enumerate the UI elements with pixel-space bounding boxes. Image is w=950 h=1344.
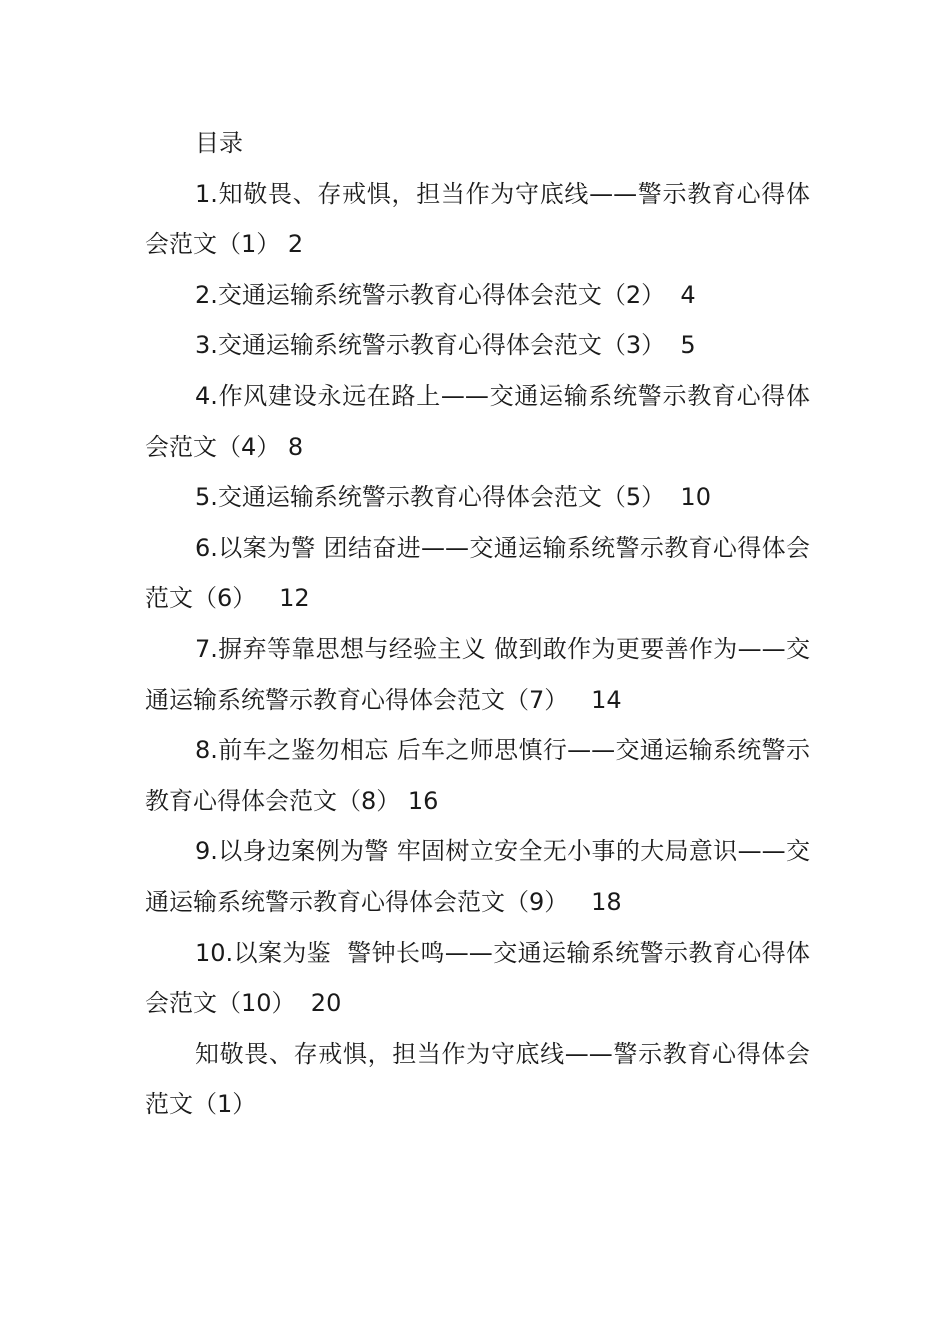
- toc-entry[interactable]: 4.作风建设永远在路上——交通运输系统警示教育心得体会范文（4） 8: [145, 381, 810, 461]
- toc-heading: 目录: [195, 129, 243, 157]
- section-title: 知敬畏、存戒惧，担当作为守底线——警示教育心得体会范文（1）: [145, 1039, 810, 1119]
- document-body: [145, 118, 810, 1130]
- toc-entry[interactable]: 3.交通运输系统警示教育心得体会范文（3） 5: [195, 331, 696, 360]
- toc-entry[interactable]: 1.知敬畏、存戒惧，担当作为守底线——警示教育心得体会范文（1） 2: [145, 179, 810, 259]
- toc-entry[interactable]: 5.交通运输系统警示教育心得体会范文（5） 10: [195, 483, 711, 512]
- toc-entry[interactable]: 7.摒弃等靠思想与经验主义 做到敢作为更要善作为——交通运输系统警示教育心得体会范文（7） 14: [145, 634, 810, 714]
- toc-entry[interactable]: 8.前车之鉴勿相忘 后车之师思慎行——交通运输系统警示教育心得体会范文（8） 16: [145, 736, 810, 815]
- toc-entry[interactable]: 9.以身边案例为警 牢固树立安全无小事的大局意识——交通运输系统警示教育心得体会范文（9） 18: [145, 837, 810, 916]
- toc-entry[interactable]: 10.以案为鉴 警钟长鸣——交通运输系统警示教育心得体会范文（10） 20: [145, 938, 810, 1018]
- toc-entry[interactable]: 6.以案为警 团结奋进——交通运输系统警示教育心得体会范文（6） 12: [145, 533, 810, 613]
- toc-entry[interactable]: 2.交通运输系统警示教育心得体会范文（2） 4: [195, 280, 696, 309]
- toc-list: [145, 169, 810, 1029]
